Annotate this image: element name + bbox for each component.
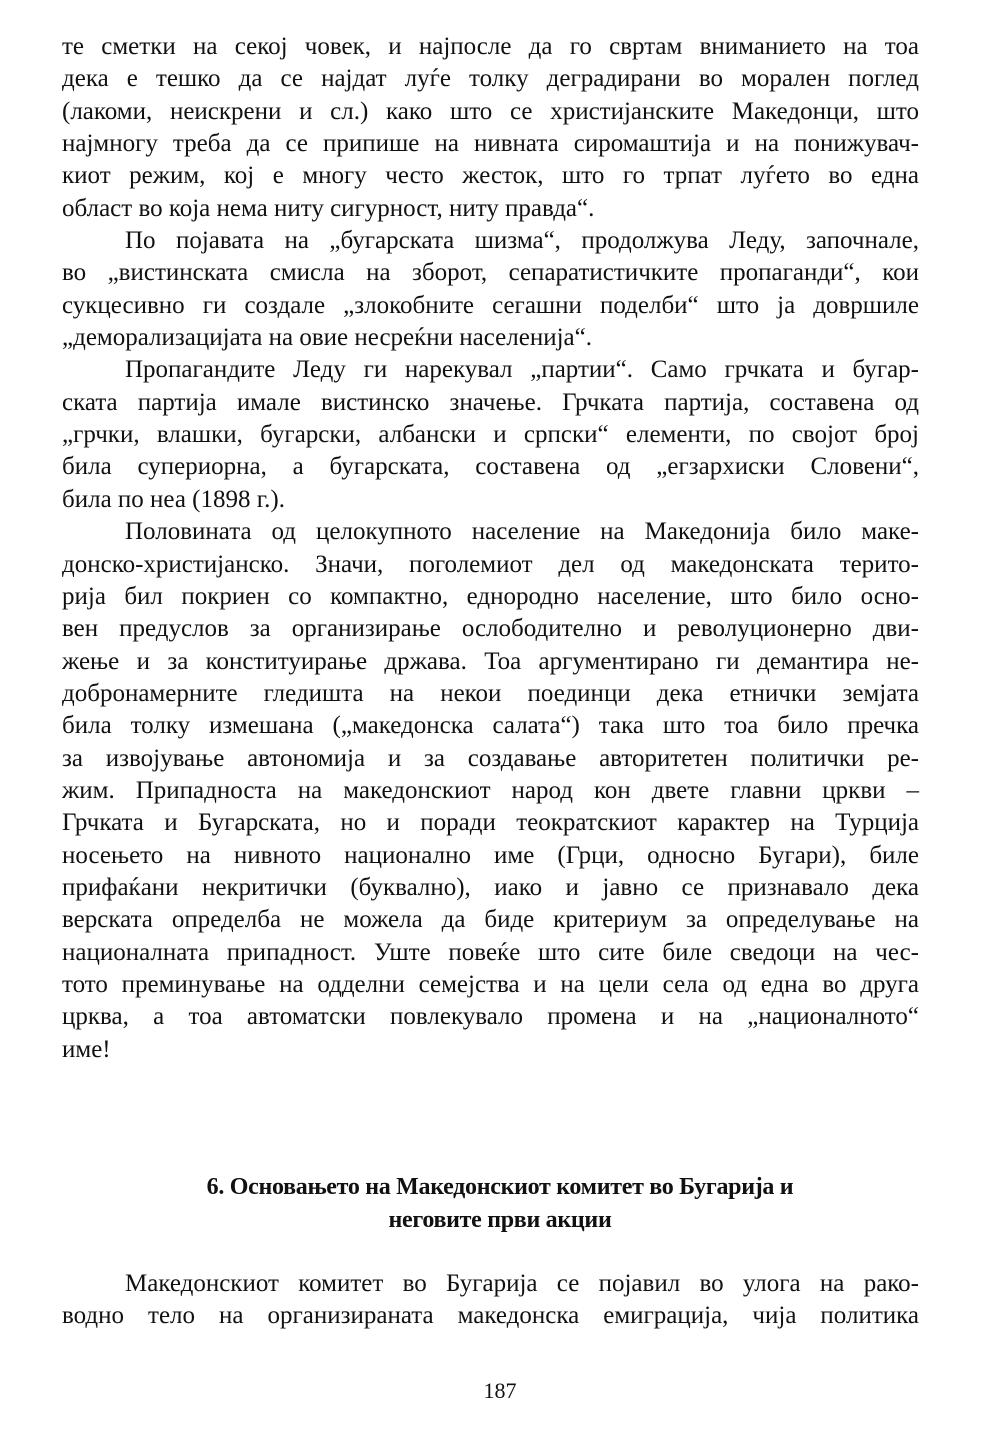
text-line [62, 581, 919, 613]
text-line [62, 969, 919, 1001]
text-line [62, 96, 919, 128]
text-line-content: „деморализацијата на овие несреќни населенија“. [62, 324, 592, 352]
paragraph [62, 516, 919, 1066]
text-line [62, 516, 919, 548]
text-line [62, 1001, 919, 1033]
text-line-content: област во која нема ниту сигурност, ниту правда“. [62, 194, 595, 222]
text-line [62, 710, 919, 742]
text-line [62, 1300, 919, 1332]
text-line-content: сукцесивно ги создале „злокобните сегашни поделби“ што ја довршиле [62, 291, 919, 319]
text-line [62, 840, 919, 872]
text-line [62, 160, 919, 192]
text-line-content: верската определба не можела да биде критериум за определување на [62, 906, 919, 934]
text-line-content: била по неа (1898 г.). [62, 485, 286, 513]
paragraph [62, 354, 919, 516]
text-line-content: добронамерните гледишта на некои поединци дека етнички земјата [62, 679, 919, 707]
text-line-content: носењето на нивното национално име (Грци, односно Бугари), биле [62, 841, 919, 869]
text-line [62, 63, 919, 95]
text-line-content: Грчката и Бугарската, но и поради теократскиот карактер на Турција [62, 809, 919, 837]
text-line-content: била супериорна, а бугарската, составена од „егзархиски Словени“, [62, 453, 919, 481]
text-line [62, 193, 919, 225]
text-line-content: за извојување автономија и за создавање авторитетен политички ре- [62, 744, 919, 772]
text-line [62, 257, 919, 289]
section-heading-line-1: 6. Основањето на Македонскиот комитет во Бугарија и [206, 1174, 794, 1200]
text-line-content: дека е тешко да се најдат луѓе толку деградирани во морален поглед [62, 65, 919, 93]
section-heading-line-2: неговите први акции [388, 1207, 612, 1233]
text-line-content: најмногу треба да се припише на нивната сиромаштија и на понижувач- [62, 130, 919, 158]
text-line [62, 322, 919, 354]
text-line-content: била толку измешана („македонска салата“) така што тоа било пречка [62, 712, 919, 740]
text-line-content: „грчки, влашки, бугарски, албански и српски“ елементи, по својот број [62, 421, 919, 449]
text-line [62, 225, 919, 257]
text-line [62, 387, 919, 419]
text-line-content: рија бил покриен со компактно, еднородно население, што било осно- [62, 582, 919, 610]
text-line-content: прифаќани некритички (буквално), иако и јавно се признавало дека [62, 873, 919, 901]
text-line [62, 807, 919, 839]
text-line-content: Половината од целокупното население на Македонија било маке- [125, 518, 919, 546]
text-line-content: Пропагандите Леду ги нарекувал „партии“. Само грчката и бугар- [125, 356, 919, 384]
text-line [62, 354, 919, 386]
paragraph [62, 225, 919, 354]
text-line [62, 872, 919, 904]
paragraph [62, 1268, 919, 1333]
text-line [62, 646, 919, 678]
paragraph [62, 31, 919, 225]
text-line [62, 31, 919, 63]
text-line [62, 419, 919, 451]
text-line [62, 549, 919, 581]
section-heading [0, 1171, 1000, 1237]
text-line [62, 937, 919, 969]
text-line [62, 290, 919, 322]
text-line-content: црква, а тоа автоматски повлекувало промена и на „националното“ [62, 1003, 919, 1031]
text-line [62, 128, 919, 160]
body-text-bottom [62, 1268, 919, 1333]
body-text-top [62, 31, 919, 1066]
text-line-content: име! [62, 1035, 111, 1063]
text-line-content: те сметки на секој човек, и најпосле да го свртам вниманието на тоа [62, 33, 919, 60]
text-line-content: националната припадност. Уште повеќе што сите биле сведоци на чес- [62, 938, 919, 966]
text-line-content: водно тело на организираната македонска емиграција, чија политика [62, 1302, 919, 1330]
text-line-content: Македонскиот комитет во Бугарија се појавил во улога на рако- [125, 1270, 919, 1297]
text-line [62, 1268, 919, 1300]
text-line [62, 678, 919, 710]
text-line [62, 904, 919, 936]
text-line [62, 484, 919, 516]
text-line-content: донско-христијанско. Значи, поголемиот дел од македонската терито- [62, 550, 919, 578]
text-line-content: жим. Припадноста на македонскиот народ кон двете главни цркви – [62, 776, 919, 804]
text-line [62, 613, 919, 645]
text-line [62, 743, 919, 775]
text-line [62, 451, 919, 483]
page-number: 187 [483, 1378, 517, 1403]
text-line-content: жење и за конституирање држава. Тоа аргументирано ги демантира не- [62, 647, 919, 675]
text-line-content: По појавата на „бугарската шизма“, продолжува Леду, започнале, [125, 227, 919, 255]
text-line-content: вен предуслов за организирање ослободително и револуционерно дви- [62, 615, 919, 643]
text-line-content: тото преминување на одделни семејства и на цели села од една во друга [62, 970, 919, 998]
text-line [62, 775, 919, 807]
text-line [62, 1034, 919, 1066]
text-line-content: киот режим, кој е многу често жесток, што го трпат луѓето во една [62, 162, 919, 190]
text-line-content: ската партија имале вистинско значење. Грчката партија, составена од [62, 388, 919, 416]
text-line-content: во „вистинската смисла на зборот, сепаратистичките пропаганди“, кои [62, 259, 919, 287]
text-line-content: (лакоми, неискрени и сл.) како што се христијанските Македонци, што [62, 97, 919, 125]
